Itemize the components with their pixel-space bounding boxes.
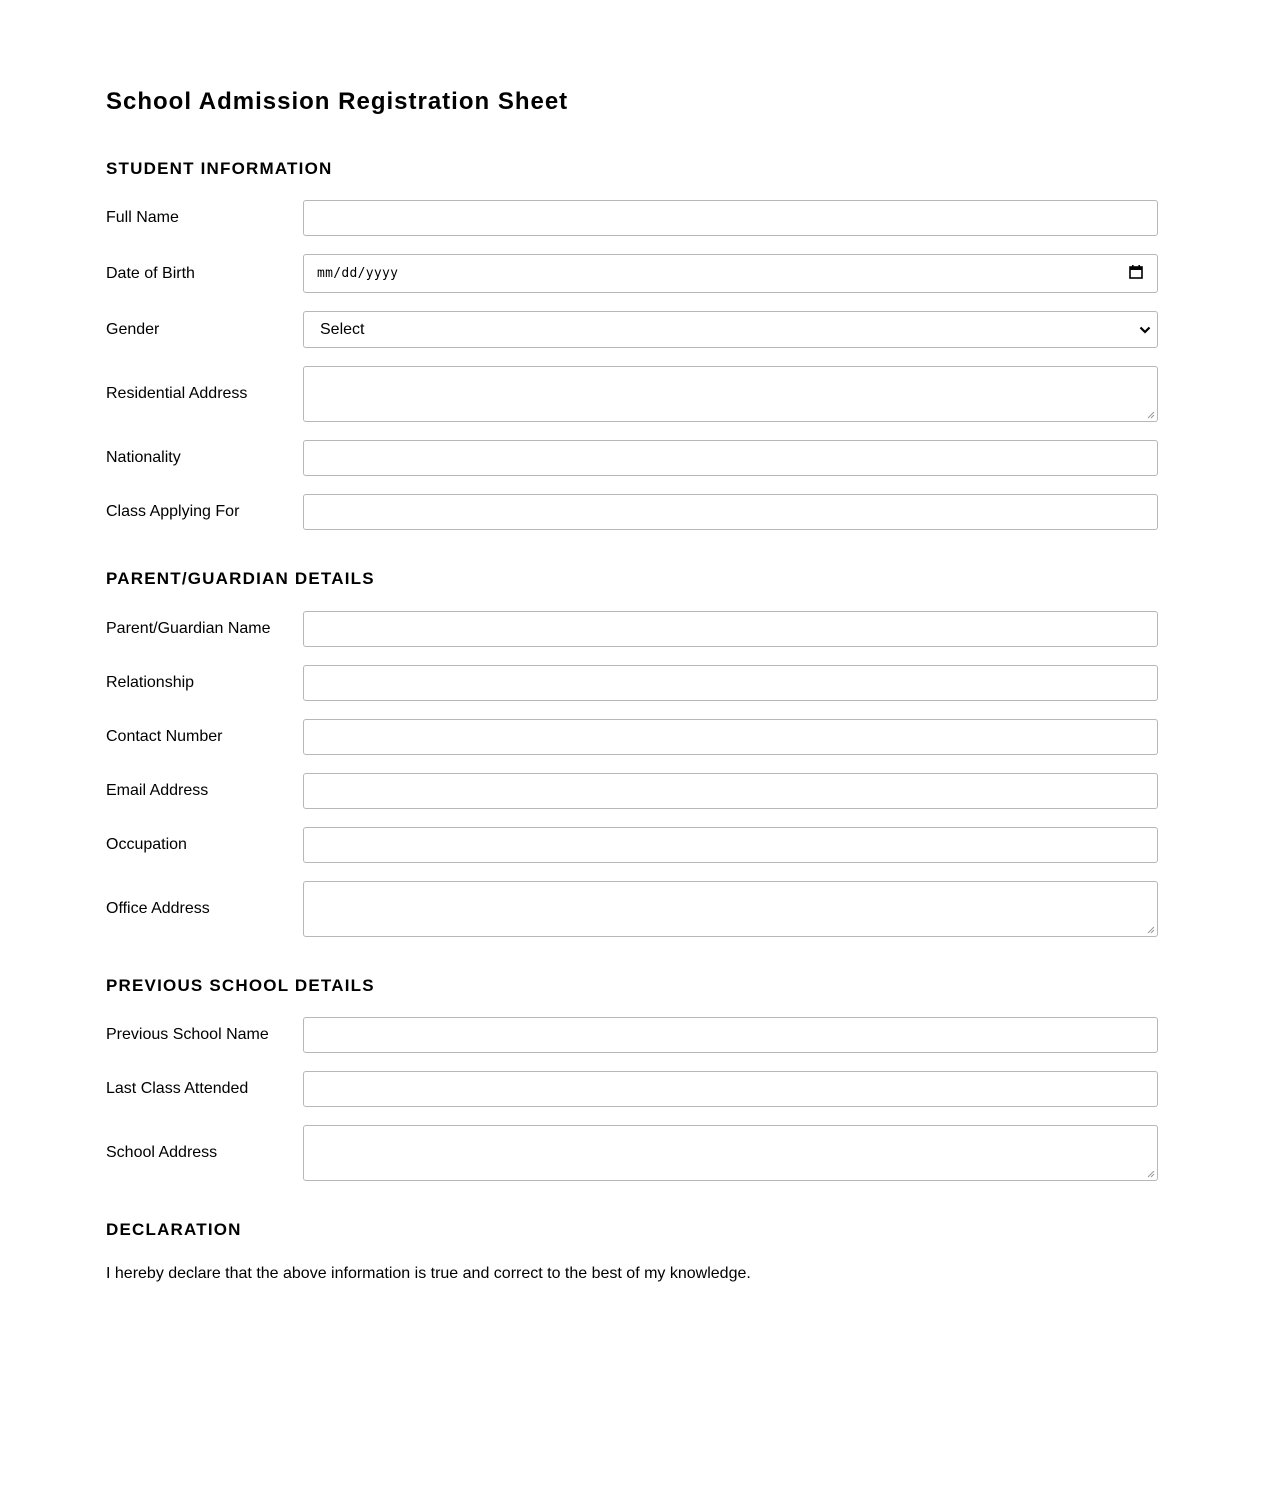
- section-heading-declaration: DECLARATION: [106, 1220, 242, 1239]
- office-address-textarea[interactable]: [303, 881, 1158, 937]
- school-address-label: School Address: [106, 1144, 218, 1161]
- contact-number-input[interactable]: [303, 719, 1158, 755]
- resize-grip-icon[interactable]: [1147, 1170, 1155, 1178]
- section-heading-parent: PARENT/GUARDIAN DETAILS: [106, 569, 375, 588]
- full-name-input[interactable]: [303, 200, 1158, 236]
- parent-name-label: Parent/Guardian Name: [106, 620, 271, 637]
- nationality-label: Nationality: [106, 449, 181, 466]
- chevron-down-icon: [1139, 321, 1151, 339]
- relationship-label: Relationship: [106, 674, 195, 691]
- resize-grip-icon[interactable]: [1147, 926, 1155, 934]
- dob-label: Date of Birth: [106, 265, 195, 282]
- section-heading-previous-school: PREVIOUS SCHOOL DETAILS: [106, 976, 375, 995]
- gender-select[interactable]: [303, 311, 1158, 348]
- contact-number-label: Contact Number: [106, 728, 223, 745]
- residential-address-textarea[interactable]: [303, 366, 1158, 422]
- declaration-text: I hereby declare that the above information is true and correct to the best of my knowledge.: [106, 1265, 751, 1282]
- nationality-input[interactable]: [303, 440, 1158, 476]
- parent-name-input[interactable]: [303, 611, 1158, 647]
- section-heading-student: STUDENT INFORMATION: [106, 159, 333, 178]
- dob-placeholder: mm/dd/yyyy: [317, 266, 399, 281]
- class-applying-label: Class Applying For: [106, 503, 240, 520]
- calendar-icon[interactable]: [1129, 264, 1143, 284]
- school-address-textarea[interactable]: [303, 1125, 1158, 1181]
- gender-selected-value: Select: [320, 320, 365, 338]
- resize-grip-icon[interactable]: [1147, 411, 1155, 419]
- previous-school-name-label: Previous School Name: [106, 1026, 269, 1043]
- dob-input[interactable]: [303, 254, 1158, 293]
- relationship-input[interactable]: [303, 665, 1158, 701]
- last-class-input[interactable]: [303, 1071, 1158, 1107]
- gender-label: Gender: [106, 321, 160, 338]
- class-applying-input[interactable]: [303, 494, 1158, 530]
- email-input[interactable]: [303, 773, 1158, 809]
- email-label: Email Address: [106, 782, 209, 799]
- occupation-input[interactable]: [303, 827, 1158, 863]
- full-name-label: Full Name: [106, 209, 179, 226]
- office-address-label: Office Address: [106, 900, 210, 917]
- previous-school-name-input[interactable]: [303, 1017, 1158, 1053]
- last-class-label: Last Class Attended: [106, 1080, 249, 1097]
- occupation-label: Occupation: [106, 836, 187, 853]
- residential-address-label: Residential Address: [106, 385, 248, 402]
- page-title: School Admission Registration Sheet: [106, 88, 569, 115]
